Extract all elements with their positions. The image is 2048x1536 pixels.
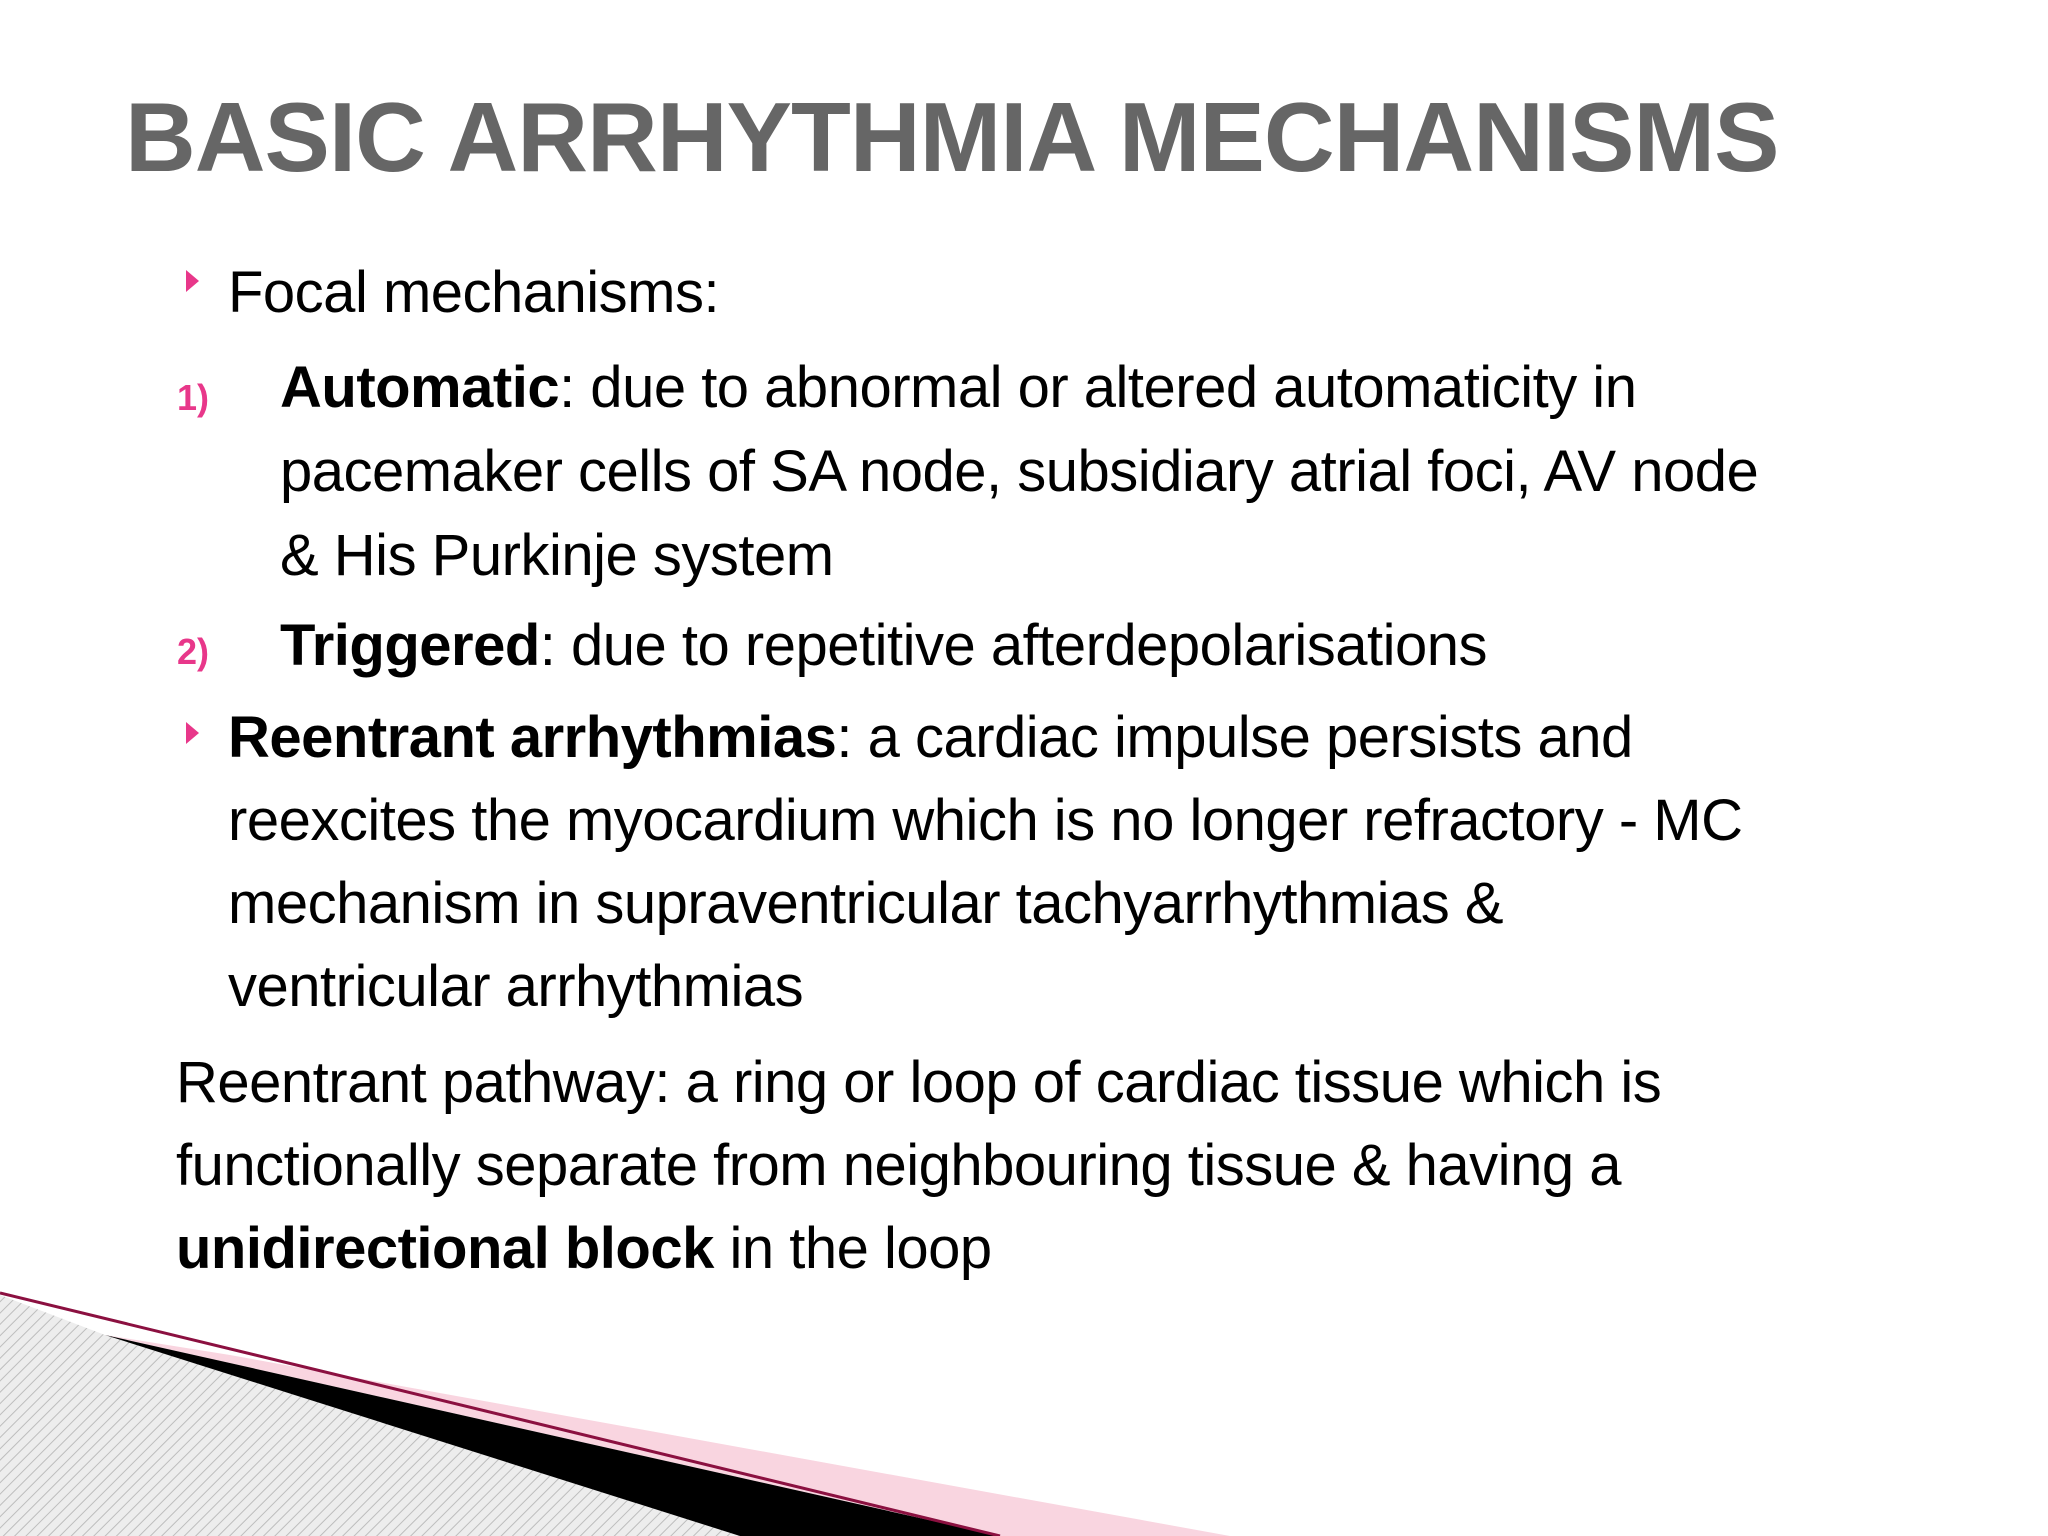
triggered-term: Triggered [280,613,540,678]
triggered-line: Triggered: due to repetitive afterdepolarisations [280,613,1488,678]
automatic-term: Automatic [280,355,560,420]
pathway-line-2: functionally separate from neighbouring tissue & having a [176,1133,1621,1198]
reentrant-line-2: reexcites the myocardium which is no longer refractory - MC [228,788,1743,853]
arrow-bullet-icon [186,270,199,292]
reentrant-line-3: mechanism in supraventricular tachyarrhythmias & [228,871,1504,936]
automatic-line-2: pacemaker cells of SA node, subsidiary atrial foci, AV node [280,439,1759,504]
reentrant-line-1: Reentrant arrhythmias: a cardiac impulse persists and [228,705,1633,770]
focal-mechanisms-heading: Focal mechanisms: [228,260,720,325]
slide-title: BASIC ARRHYTHMIA MECHANISMS [125,82,1779,192]
automatic-line-1: Automatic: due to abnormal or altered automaticity in [280,355,1637,420]
list-number-1: 1) [177,377,210,418]
automatic-line-3: & His Purkinje system [280,523,834,588]
reentrant-line-4: ventricular arrhythmias [228,954,804,1019]
reentrant-term: Reentrant arrhythmias [228,705,837,770]
pathway-line-3: unidirectional block in the loop [176,1216,992,1281]
list-number-2: 2) [177,631,210,672]
pathway-line-1: Reentrant pathway: a ring or loop of cardiac tissue which is [176,1050,1662,1115]
unidirectional-block-term: unidirectional block [176,1216,714,1281]
arrow-bullet-icon [186,722,199,744]
